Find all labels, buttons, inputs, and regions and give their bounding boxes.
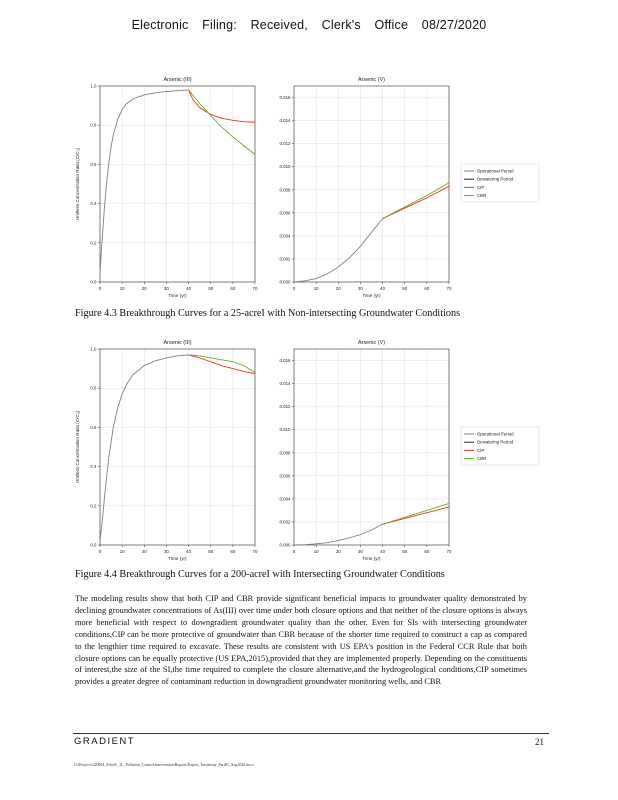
x-tick-label: 30 [357,549,363,554]
series-line-cip [383,507,449,524]
body-paragraph: The modeling results show that both CIP and CBR provide significant beneficial impacts to groundwater quality demonstrated by declining groundwater concentrations of As(III) over time under both closure options and that neither of the closure options is always more beneficial with respect to downgradient groundwater quality than the other. Even for SIs with intersecting groundwater conditions,CIP can be more protective of groundwater than CBR because of the shorter time required to construct a cap as compared to the lengthier time required to excavate. These results are consistent with US EPA's position in the Federal CCR Rule that both closure options can be equally protective (US EPA,2015),provided that they are implemented properly. Depending on the constituents of interest,the size of the SI,the time required to complete the closure alternative,and the hydrogeological conditions,CIP sometimes provides a greater degree of contaminant reduction in downgradient groundwater monitoring wells, and CBR [75,594,527,687]
x-tick-label: 30 [163,549,169,554]
x-tick-label: 20 [141,549,147,554]
legend-label: CBR [477,456,487,462]
x-tick-label: 10 [119,286,125,291]
x-tick-label: 60 [230,286,236,291]
chart-fig44-arsenic-v [280,340,540,561]
y-axis-label: Unitless Concentration Ratio (C/C₀) [75,410,80,484]
chart-fig43-arsenic-v [280,77,540,298]
chart-title: Arsenic (V) [357,340,386,346]
x-axis-label: Time (yr) [362,556,381,561]
y-tick-label: 0.4 [90,464,97,470]
y-tick-label: 0.004 [279,496,291,502]
x-axis-label: Time (yr) [362,293,381,298]
y-tick-label: 0.006 [279,473,291,479]
x-tick-label: 60 [424,286,430,291]
legend-label: Dewatering Period [477,176,514,182]
y-tick-label: 0.002 [279,256,291,262]
chart-fig44-arsenic-iii [75,340,258,561]
y-tick-label: 0.006 [279,210,291,216]
series-line-cip [189,90,255,122]
chart-fig43-arsenic-iii [75,77,258,298]
x-tick-label: 60 [424,549,430,554]
y-tick-label: 0.008 [279,187,291,193]
gradient-logo: GRADIENT [74,736,136,747]
x-tick-label: 70 [446,549,452,554]
file-path: G:\Projects\220004_Scholl\_1L_Pollution_Control\Intervention\Reports\Expert_Testimony_PartIII_Aug2020.docx [74,763,254,767]
figure-4-4 [70,333,545,567]
y-tick-label: 0.0 [90,279,97,285]
x-tick-label: 10 [313,549,319,554]
x-tick-label: 10 [119,549,125,554]
legend-label: CIP [477,447,485,453]
legend-label: Operational Period [477,431,514,437]
y-tick-label: 0.000 [279,542,291,548]
figure-4-3 [70,70,545,304]
y-tick-label: 0.004 [279,233,291,239]
x-tick-label: 30 [163,286,169,291]
y-tick-label: 0.8 [90,385,97,391]
y-tick-label: 0.012 [279,404,291,410]
x-axis-label: Time (yr) [168,293,187,298]
page-number: 21 [535,737,544,747]
y-axis-label: Unitless Concentration Ratio (C/C₀) [75,147,80,221]
x-tick-label: 70 [252,286,258,291]
plot-frame [100,349,255,545]
series-line-cbr [383,503,449,524]
x-tick-label: 20 [335,549,341,554]
series-line-cip [189,355,255,374]
y-tick-label: 0.000 [279,279,291,285]
plot-frame [100,86,255,282]
y-tick-label: 0.002 [279,519,291,525]
x-tick-label: 40 [380,549,386,554]
footer-rule [73,733,549,734]
filing-header: Electronic Filing: Received, Clerk's Office 08/27/2020 [131,18,487,32]
y-tick-label: 0.008 [279,450,291,456]
chart-title: Arsenic (III) [163,340,192,346]
x-tick-label: 50 [402,549,408,554]
y-tick-label: 1.0 [90,346,97,352]
x-tick-label: 30 [357,286,363,291]
x-tick-label: 0 [292,286,296,291]
x-tick-label: 50 [208,549,214,554]
x-tick-label: 70 [446,286,452,291]
legend-label: Operational Period [477,168,514,174]
chart-title: Arsenic (III) [163,77,192,83]
x-axis-label: Time (yr) [168,556,187,561]
x-tick-label: 50 [402,286,408,291]
y-tick-label: 0.014 [279,381,291,387]
x-tick-label: 50 [208,286,214,291]
y-tick-label: 0.014 [279,118,291,124]
x-tick-label: 40 [380,286,386,291]
y-tick-label: 0.016 [279,95,291,101]
x-tick-label: 20 [141,286,147,291]
x-tick-label: 10 [313,286,319,291]
body-text [75,593,527,688]
x-tick-label: 40 [186,286,192,291]
x-tick-label: 20 [335,286,341,291]
x-tick-label: 70 [252,549,258,554]
y-tick-label: 0.2 [90,503,97,509]
legend [461,164,539,202]
y-tick-label: 1.0 [90,83,97,89]
y-tick-label: 0.6 [90,161,97,167]
legend [461,427,539,465]
plot-frame [294,349,449,545]
legend-label: CBR [477,193,487,199]
chart-title: Arsenic (V) [357,77,386,83]
legend-label: Dewatering Period [477,439,514,445]
y-tick-label: 0.2 [90,240,97,246]
y-tick-label: 0.016 [279,358,291,364]
x-tick-label: 0 [98,286,102,291]
y-tick-label: 0.010 [279,164,291,170]
x-tick-label: 40 [186,549,192,554]
y-tick-label: 0.012 [279,141,291,147]
legend-label: CIP [477,184,485,190]
figure-4-3-caption: Figure 4.3 Breakthrough Curves for a 25-acreI with Non-intersecting Groundwater Conditions [75,308,461,319]
y-tick-label: 0.0 [90,542,97,548]
figure-4-4-caption: Figure 4.4 Breakthrough Curves for a 200-acreI with Intersecting Groundwater Conditions [75,569,445,580]
y-tick-label: 0.010 [279,427,291,433]
plot-frame [294,86,449,282]
y-tick-label: 0.8 [90,122,97,128]
x-tick-label: 0 [292,549,296,554]
y-tick-label: 0.4 [90,201,97,207]
series-line-cbr [189,90,255,155]
y-tick-label: 0.6 [90,424,97,430]
x-tick-label: 60 [230,549,236,554]
x-tick-label: 0 [98,549,102,554]
series-line-cbr [383,183,449,219]
